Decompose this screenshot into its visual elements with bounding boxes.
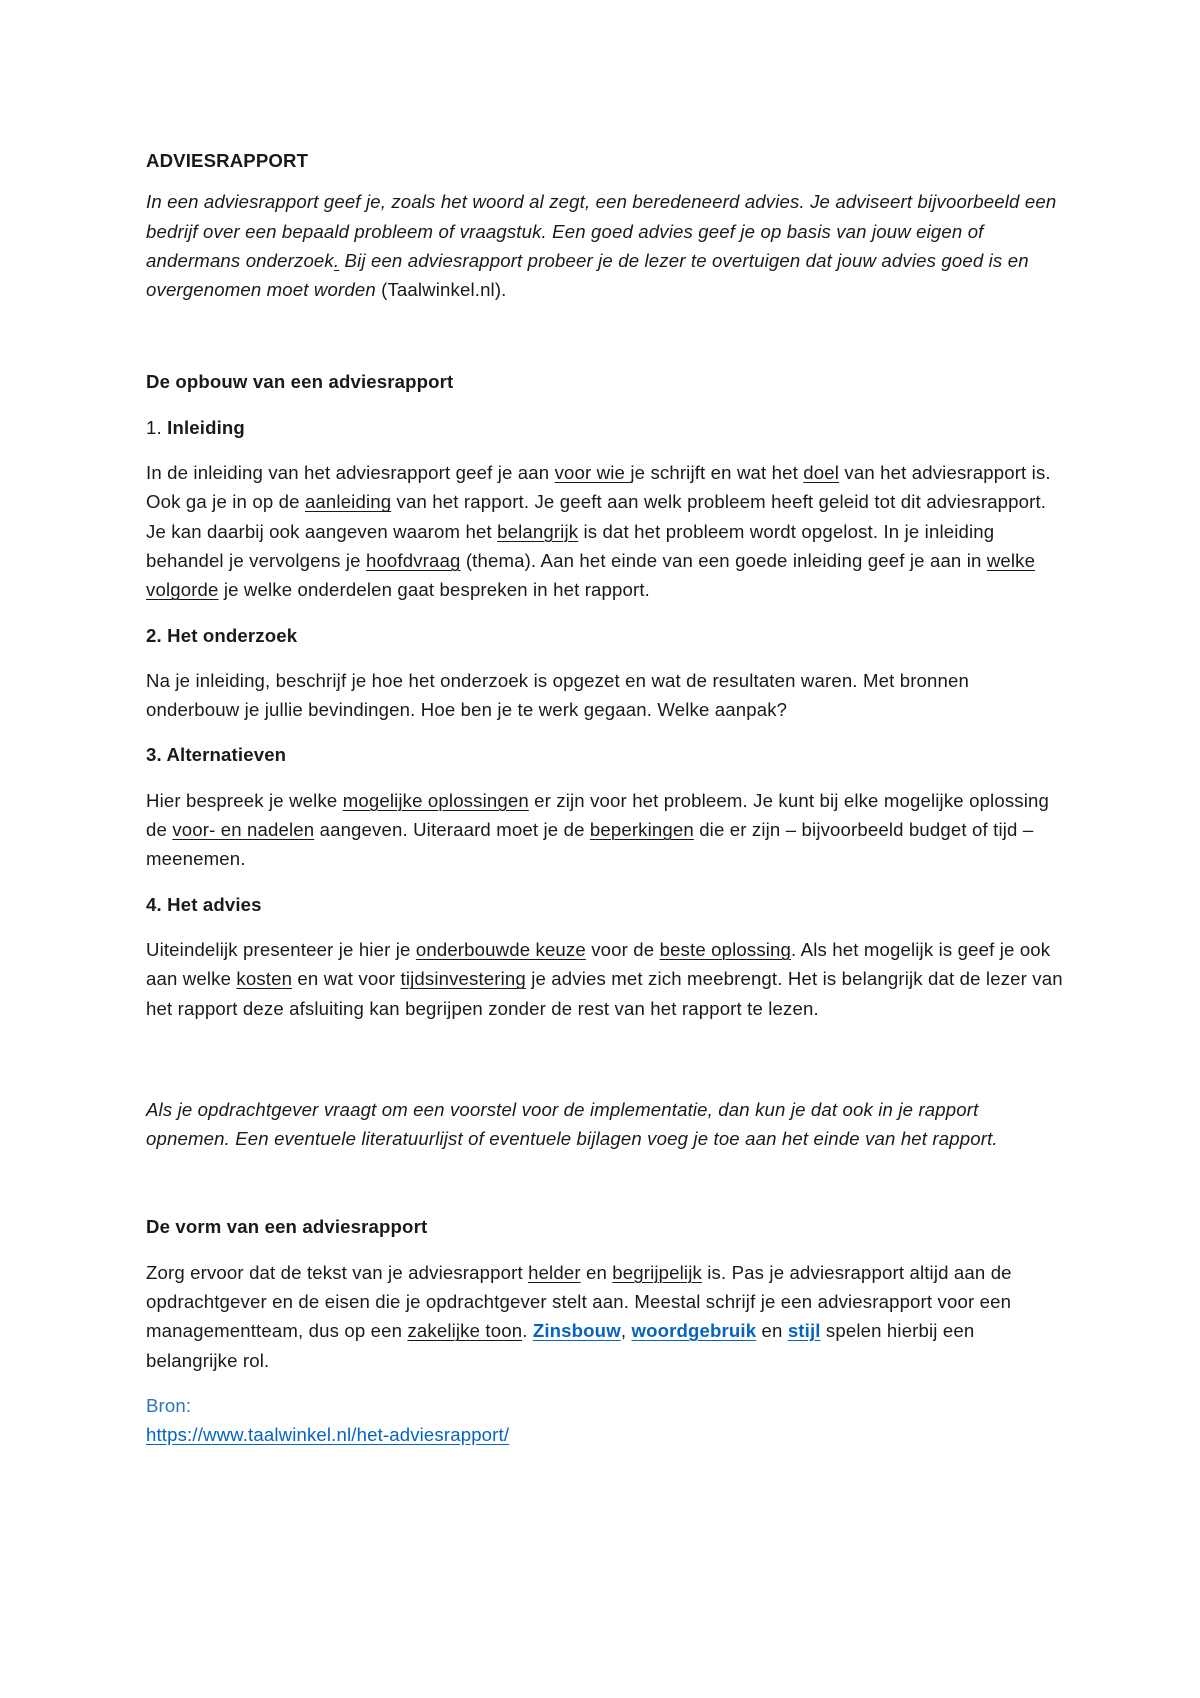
section-number: 2.	[146, 624, 168, 646]
inleiding-paragraph: In de inleiding van het adviesrapport geef je aan voor wie je schrijft en wat het doel van het adviesrapport is. Ook ga je in op de aanleiding van het rapport. Je geeft aan welk probleem heeft geleid tot dit adviesrapport. Je kan daarbij ook aangeven waarom het belangrijk is dat het probleem wordt opgelost. In je inleiding behandel je vervolgens je hoofdvraag (thema). Aan het einde van een goede inleiding geef je aan in welke volgorde je welke onderdelen gaat bespreken in het rapport.	[146, 462, 1051, 601]
alternatieven-paragraph: Hier bespreek je welke mogelijke oplossingen er zijn voor het probleem. Je kunt bij elke mogelijke oplossing de voor- en nadelen aangeven. Uiteraard moet je de beperkingen die er zijn – bijvoorbeeld budget of tijd – meenemen.	[146, 789, 1049, 870]
document-page	[146, 146, 1066, 1450]
intro-paragraph	[146, 187, 1066, 304]
underlined-term: zakelijke toon	[407, 1320, 523, 1342]
section-heading-alternatieven	[146, 740, 1066, 769]
underlined-term: aanleiding	[304, 491, 392, 513]
underlined-term: hoofdvraag	[365, 549, 461, 571]
underlined-term: kosten	[236, 968, 293, 990]
implementation-note: Als je opdrachtgever vraagt om een voorstel voor de implementatie, dan kun je dat ook in je rapport opnemen. Een eventuele literatuurlijst of eventuele bijlagen voeg je toe aan het einde van het rapport.	[146, 1098, 998, 1150]
underlined-term: onderbouwde keuze	[415, 938, 586, 960]
underlined-term: voor wie	[554, 462, 631, 484]
underlined-term: voor- en nadelen	[172, 819, 315, 841]
source-url-line	[146, 1420, 1066, 1449]
section-title: Het onderzoek	[167, 624, 298, 646]
vorm-paragraph: Zorg ervoor dat de tekst van je adviesrapport helder en begrijpelijk is. Pas je adviesrapport altijd aan de opdrachtgever en de eisen die je opdrachtgever stelt aan. Meestal schrijf je een adviesrapport voor een managementteam, dus op een zakelijke toon. Zinsbouw, woordgebruik en stijl spelen hierbij een belangrijke rol.	[146, 1261, 1012, 1371]
section-heading-advies	[146, 890, 1066, 919]
woordgebruik-link[interactable]: woordgebruik	[631, 1320, 757, 1342]
spacer	[146, 1039, 1066, 1095]
underlined-term: tijdsinvestering	[400, 968, 526, 990]
section-title: Het advies	[167, 893, 262, 915]
section-number: 1.	[146, 416, 168, 438]
spacer	[146, 304, 1066, 367]
onderzoek-paragraph: Na je inleiding, beschrijf je hoe het onderzoek is opgezet en wat de resultaten waren. Met bronnen onderbouw je jullie bevindingen. Hoe ben je te werk gegaan. Welke aanpak?	[146, 669, 969, 721]
intro-punct: .	[333, 249, 340, 271]
source-label: Bron:	[146, 1394, 192, 1416]
section-heading-opbouw: De opbouw van een adviesrapport	[146, 371, 454, 393]
underlined-term: mogelijke oplossingen	[342, 789, 529, 811]
underlined-term: welke volgorde	[146, 549, 1036, 601]
section-title: Alternatieven	[166, 744, 287, 766]
advies-paragraph: Uiteindelijk presenteer je hier je onderbouwde keuze voor de beste oplossing. Als het mogelijk is geef je ook aan welke kosten en wat voor tijdsinvestering je advies met zich meebrengt. Het is belangrijk dat de lezer van het rapport deze afsluiting kan begrijpen zonder de rest van het rapport te lezen.	[146, 938, 1063, 1019]
underlined-term: helder	[528, 1261, 581, 1283]
zinsbouw-link[interactable]: Zinsbouw	[532, 1320, 621, 1342]
document-title: ADVIESRAPPORT	[146, 150, 309, 171]
intro-text-1: In een adviesrapport geef je, zoals het woord al zegt, een beredeneerd advies. Je adviseert bijvoorbeeld een bedrijf over een bepaald probleem of vraagstuk. Een goed advies geef je op basis van jouw eigen of andermans onderzoek	[146, 191, 1057, 271]
underlined-term: belangrijk	[497, 520, 579, 542]
section-number: 4.	[146, 893, 168, 915]
underlined-term: doel	[803, 462, 840, 484]
intro-text-2: Bij een adviesrapport probeer je de lezer te overtuigen dat jouw advies goed is en overgenomen moet worden	[146, 249, 1029, 301]
underlined-term: beste oplossing	[659, 938, 792, 960]
spacer	[146, 1153, 1066, 1212]
underlined-term: beperkingen	[589, 819, 694, 841]
intro-source: (Taalwinkel.nl).	[375, 279, 507, 301]
section-heading-onderzoek	[146, 621, 1066, 650]
section-title: Inleiding	[167, 416, 245, 438]
section-heading-vorm: De vorm van een adviesrapport	[146, 1216, 428, 1238]
section-heading-inleiding	[146, 413, 1066, 442]
stijl-link[interactable]: stijl	[787, 1320, 821, 1342]
section-number: 3.	[146, 744, 167, 766]
source-url-link[interactable]: https://www.taalwinkel.nl/het-adviesrapport/	[146, 1424, 510, 1446]
underlined-term: begrijpelijk	[612, 1261, 702, 1283]
